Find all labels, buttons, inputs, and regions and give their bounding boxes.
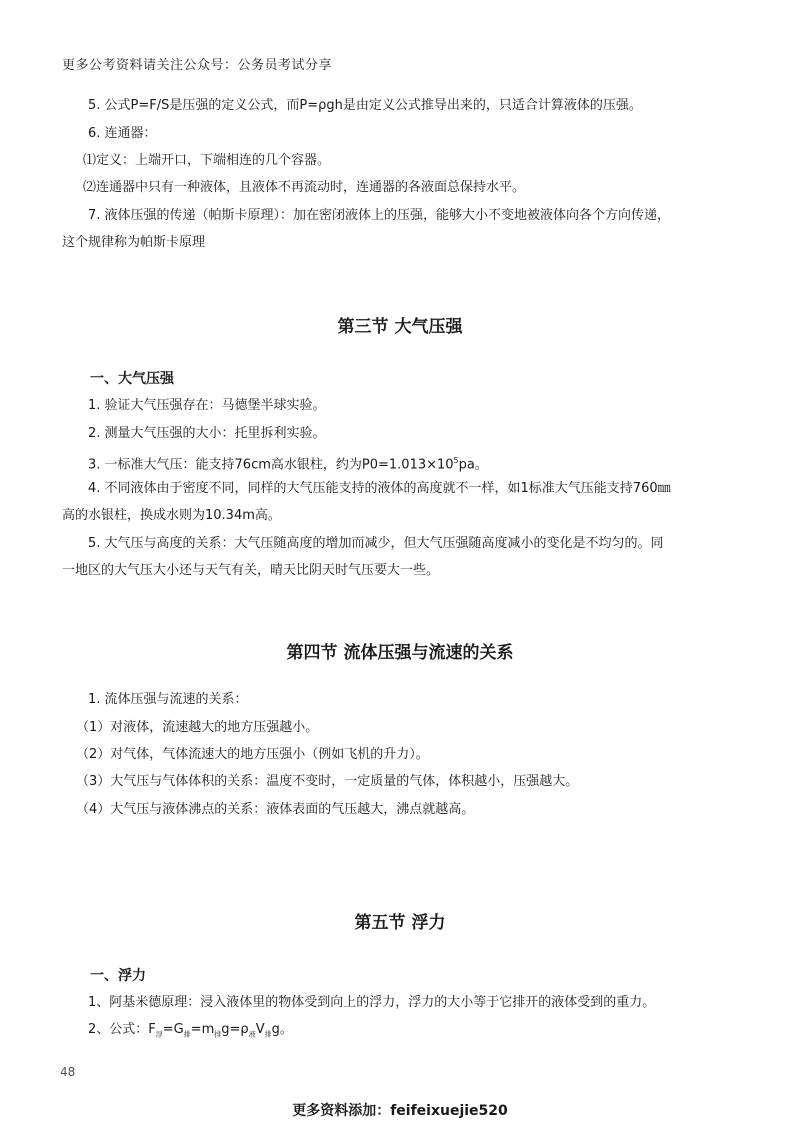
formula-part: g。 bbox=[271, 1022, 293, 1037]
page-number: 48 bbox=[60, 1065, 76, 1079]
item-7-line2: 这个规律称为帕斯卡原理 bbox=[62, 235, 206, 250]
section4-p5: （4）大气压与液体沸点的关系：液体表面的气压越大，沸点就越高。 bbox=[76, 802, 475, 817]
section5-title: 第五节 浮力 bbox=[354, 913, 446, 933]
formula-part: =G bbox=[162, 1022, 184, 1037]
item-6-rule: ⑵连通器中只有一种液体，且液体不再流动时，连通器的各液面总保持水平。 bbox=[83, 180, 526, 195]
formula-sub: 液 bbox=[248, 1030, 256, 1039]
section3-p3-exponent: 5 bbox=[453, 456, 459, 465]
section5-heading: 一、浮力 bbox=[90, 968, 146, 984]
section3-p3-text: 3. 一标准大气压：能支持76cm高水银柱，约为P0=1.013×10 bbox=[88, 457, 454, 473]
formula-part: =m bbox=[190, 1022, 215, 1037]
section3-p2: 2. 测量大气压强的大小：托里拆利实验。 bbox=[88, 426, 326, 441]
section3-p4-line2: 高的水银柱，换成水则为10.34m高。 bbox=[62, 508, 281, 523]
section3-p5-line1: 5. 大气压与高度的关系：大气压随高度的增加而减少，但大气压强随高度减小的变化是不均匀的。同 bbox=[88, 536, 664, 551]
section4-p4: （3）大气压与气体体积的关系：温度不变时，一定质量的气体，体积越小，压强越大。 bbox=[76, 774, 579, 789]
section3-heading: 一、大气压强 bbox=[90, 371, 174, 387]
formula-part: 2、公式：F bbox=[88, 1022, 156, 1037]
section4-title: 第四节 流体压强与流速的关系 bbox=[286, 643, 514, 663]
formula-part: V bbox=[255, 1022, 265, 1037]
page-header: 更多公考资料请关注公众号：公务员考试分享 bbox=[62, 58, 333, 73]
formula-sub: 浮 bbox=[155, 1030, 163, 1039]
item-7-line1: 7. 液体压强的传递（帕斯卡原理）：加在密闭液体上的压强，能够大小不变地被液体向各个方向传递， bbox=[88, 208, 671, 223]
section5-p1: 1、阿基米德原理：浸入液体里的物体受到向上的浮力，浮力的大小等于它排开的液体受到的重力。 bbox=[88, 995, 656, 1010]
item-6-definition: ⑴定义：上端开口，下端相连的几个容器。 bbox=[83, 153, 331, 168]
item-5: 5. 公式P=F/S是压强的定义公式，而P=ρgh是由定义公式推导出来的，只适合计算液体的压强。 bbox=[88, 98, 642, 113]
section3-p1: 1. 验证大气压强存在：马德堡半球实验。 bbox=[88, 398, 326, 413]
formula-part: g=ρ bbox=[221, 1022, 249, 1037]
section3-p3 bbox=[88, 451, 488, 475]
formula-sub: 排 bbox=[214, 1030, 222, 1039]
page-footer: 更多资料添加：feifeixuejie520 bbox=[292, 1103, 508, 1119]
item-6: 6. 连通器： bbox=[88, 126, 157, 141]
section5-formula bbox=[88, 1020, 293, 1045]
section4-p2: （1）对液体，流速越大的地方压强越小。 bbox=[76, 720, 319, 735]
section3-title: 第三节 大气压强 bbox=[337, 317, 463, 337]
section4-p3: （2）对气体，气体流速大的地方压强小（例如飞机的升力）。 bbox=[76, 747, 429, 762]
formula-sub: 排 bbox=[264, 1030, 272, 1039]
section3-p3-unit: pa。 bbox=[458, 457, 488, 473]
formula-sub: 排 bbox=[183, 1030, 191, 1039]
section4-p1: 1. 流体压强与流速的关系： bbox=[88, 692, 248, 707]
section3-p5-line2: 一地区的大气压大小还与天气有关，晴天比阴天时气压要大一些。 bbox=[62, 563, 440, 578]
section3-p4-line1: 4. 不同液体由于密度不同，同样的大气压能支持的液体的高度就不一样，如1标准大气压能支持760㎜ bbox=[88, 481, 671, 496]
